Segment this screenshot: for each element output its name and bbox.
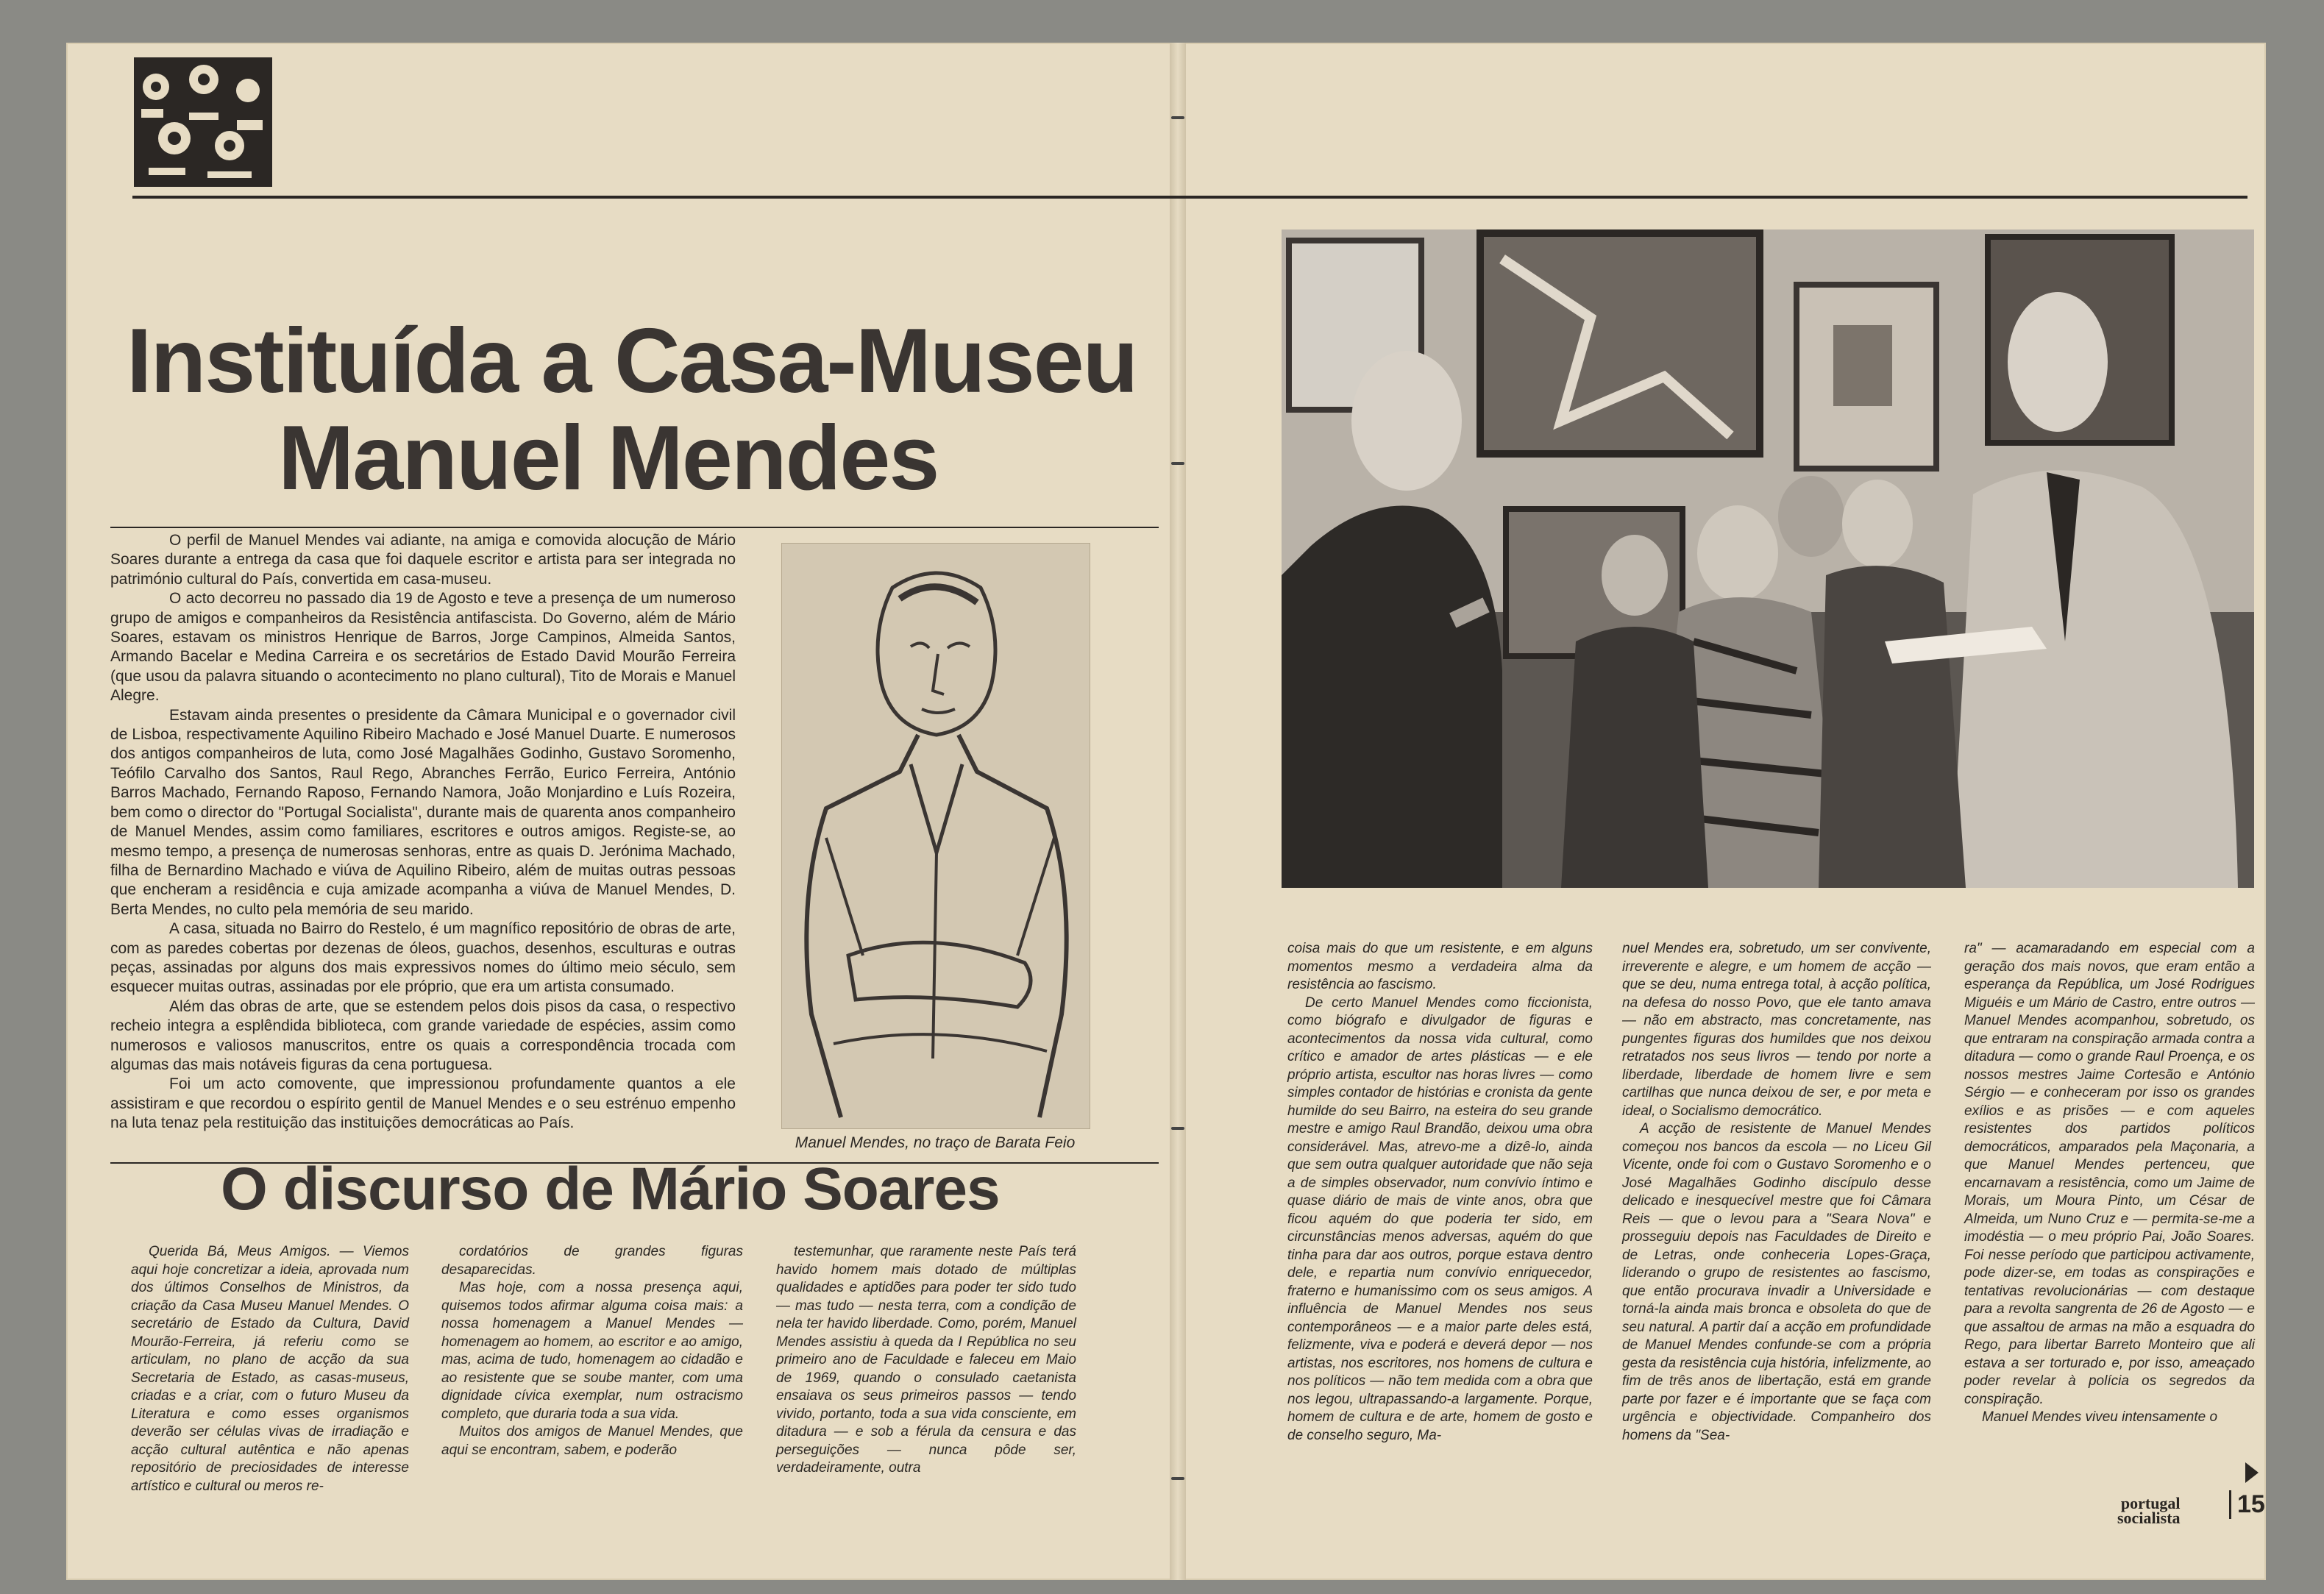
speech-paragraph: Manuel Mendes viveu intensamente o	[1982, 1409, 2218, 1425]
header-rule	[132, 196, 2247, 199]
article-column-4	[1287, 940, 1593, 1445]
headline-rule	[110, 527, 1159, 528]
speech-paragraph: ra" — acamaradando em especial com a geração dos mais novos, que eram então a esperança da República, um José Rodrigues Miguéis e um Mário de Castro, entre outros — Manuel Mendes acompanhou, sobretudo, os que entraram na conspiração armada contra a ditadura — como o grande Raul Proença, e os nossos mestres Jaime Cortesão e António Sérgio — e conheceram por isso os grandes exílios e as prisões — e com aqueles resistentes dos partidos políticos democráticos, amparados pela Maçonaria, a que Manuel Mendes pertenceu, que encarnavam a resistência, como um Jaime de Morais, um Moura Pinto, um César de Almeida, um Nuno Cruz e — permita-se-me a imodéstia — o meu próprio Pai, João Soares. Foi nesse período que participou activamente, pode dizer-se, em todas as conspirações e tentativas revolucionárias — com destaque para a revolta sangrenta de 26 de Agosto — e que assaltou de armas na mão a esquadra do Rego, para libertar Barreto Monteiro que ali estava a ser torturado e, por isso, ameaçado poder revelar à polícia os segredos da conspiração.	[1964, 941, 2255, 1407]
speech-paragraph: Querida Bá, Meus Amigos. — Viemos aqui hoje concretizar a ideia, aprovada num dos últimos Conselhos de Ministros, da criação da Casa Museu Manuel Mendes. O secretário de Estado da Cultura, David Mourão-Ferreira, já referiu como se articulam, no plano de acção da sua Secretaria de Estado, as casas-museus, criadas e a criar, com o futuro Museu da Literatura e como esses organismos deverão ser células vivas de irradiação e acção cultural autêntica e não apenas repositório de preciosidades de interesse artístico e cultural ou meros re-	[131, 1244, 409, 1494]
intro-paragraph: Estavam ainda presentes o presidente da Câmara Municipal e o governador civil de Lisboa, respectivamente Aquilino Ribeiro Machado e José Manuel Duarte. E numerosos dos antigos companheiros de luta, como José Magalhães Godinho, Gustavo Soromenho, Teófilo Carvalho dos Santos, Raul Rego, Abranches Ferrão, Eurico Ferreira, António Barros Machado, Fernando Raposo, Fernando Namora, João Monjardino e Luís Rozeira, bem como o director do "Portugal Socialista", durante mais de quarenta anos companheiro de Manuel Mendes, assim como familiares, escritores e outros amigos. Registe-se, ao mesmo tempo, a presença de numerosas senhoras, entre as quais D. Jerónima Machado, filha de Bernardino Machado e viúva de Aquilino Ribeiro, além de muitas outras pessoas que encheram a residência e cuja amizade acompanha a viúva de Manuel Mendes, D. Berta Mendes, no culto pela memória de seu marido.	[110, 706, 736, 918]
ceremony-photo	[1282, 230, 2254, 888]
intro-paragraph: O perfil de Manuel Mendes vai adiante, na amiga e comovida alocução de Mário Soares durante a entrega da casa que foi daquele escritor e artista para ser integrada no património cultural do País, convertida em casa-museu.	[110, 532, 736, 588]
speech-paragraph: De certo Manuel Mendes como ficcionista, como biógrafo e divulgador de figuras e acontecimentos da nossa vida cultural, como crítico e amador de artes plásticas — e ele próprio artista, escultor nas horas livres — como simples contador de histórias e cronista da gente humilde do seu Bairro, na esteira do seu grande mestre e amigo Raul Brandão, deixou uma obra considerável. Mas, atrevo-me a dizê-lo, ainda que sem outra qualquer autoridade que não seja a de simples observador, num convívio íntimo e quase diário de mais de vinte anos, obra que ficou aquém do que poderia ter sido, em circunstâncias menos adversas, aquém do que tinha para dar aos outros, porque estava dentro dele, e repartia num convívio enriquecedor, fraterno e humanissimo com os seus amigos. A influência de Manuel Mendes nos seus contemporâneos — e a maior parte deles está, felizmente, viva e poderá e deverá depor — nos artistas, nos escritores, nos homens de cultura e nos políticos — não tem medida com a obra que nos legou, ultrapassando-a largamente. Porque, homem de cultura e de arte, homem de gosto e de conselho seguro, Ma-	[1287, 995, 1593, 1443]
continue-arrow-icon	[2245, 1462, 2259, 1483]
speech-paragraph: Muitos dos amigos de Manuel Mendes, que aqui se encontram, sabem, e poderão	[441, 1424, 743, 1458]
staple-mark	[1171, 462, 1184, 465]
speech-paragraph: A acção de resistente de Manuel Mendes começou nos bancos da escola — no Liceu Gil Vicente, onde foi com o Gustavo Soromenho e o José Magalhães Godinho discípulo desse delicado e inesquecível mestre que foi Câmara Reis — que o levou para a "Seara Nova" e prosseguiu depois nas Faculdades de Direito e de Letras, onde conheceria Lopes-Graça, liderando o grupo de resistentes ao fascismo, que então procurava invadir a Universidade e torná-la ainda mais bronca e obsoleta do que de seu natural. A partir daí a acção em profundidade de Manuel Mendes confunde-se com a própria gesta da resistência cuja história, infelizmente, ao fim de três anos de libertação, está em grande parte por fazer e é importante que se faça com urgência e objectividade. Companheiro dos homens da "Sea-	[1622, 1121, 1931, 1443]
intro-paragraph: A casa, situada no Bairro do Restelo, é um magnífico repositório de obras de arte, com as paredes cobertas por dezenas de óleos, guachos, desenhos, esculturas e outras peças, assinadas por alguns dos mais expressivos nomes do último meio século, sem esquecer muitas outras, assinadas por ele próprio, que era um artista consumado.	[110, 920, 736, 996]
article-column-6	[1964, 940, 2255, 1427]
staple-mark	[1171, 1127, 1184, 1130]
footer-brand-line-2: socialista	[2117, 1509, 2181, 1527]
speech-paragraph: coisa mais do que um resistente, e em alguns momentos mesmo a verdadeira alma da resistência ao fascismo.	[1287, 941, 1593, 992]
article-column-5	[1622, 940, 1931, 1445]
speech-paragraph: testemunhar, que raramente neste País terá havido homem mais dotado de múltiplas qualidades e aptidões para poder ter sido tudo — mas tudo — nesta terra, com a condição de nela ter havido liberdade. Como, porém, Manuel Mendes assistiu à queda da I República no seu primeiro ano de Faculdade e faleceu em Maio de 1969, quando o consulado caetanista ensaiava os seus primeiros passos — tendo vivido, portanto, toda a sua vida consciente, em ditadura — e sob a férula da censura e das perseguições — nunca pôde ser, verdadeiramente, outra	[776, 1244, 1076, 1476]
intro-paragraph: Foi um acto comovente, que impressionou profundamente quantos a ele assistiram e que recordou o espírito gentil de Manuel Mendes e o seu estrénuo empenho na luta tenaz pela restituição das instituições democráticas ao País.	[110, 1075, 736, 1132]
intro-paragraph: O acto decorreu no passado dia 19 de Agosto e teve a presença de um numeroso grupo de amigos e companheiros da Resistência antifascista. Do Governo, além de Mário Soares, estavam os ministros Henrique de Barros, Jorge Campinos, Almeida Santos, Armando Bacelar e Medina Carreira e os secretários de Estado David Mourão Ferreira (que usou da palavra situando o acontecimento no plano cultural), Tito de Morais e Manuel Alegre.	[110, 590, 736, 705]
speech-paragraph: nuel Mendes era, sobretudo, um ser convivente, irreverente e alegre, e um homem de acção — que se deu, numa entrega total, à acção política, na defesa do nosso Povo, que ele tanto amava — não em abstracto, mas concretamente, nas pungentes figuras dos humildes que nos deixou retratados nos seus livros — tendo por norte a liberdade, liberdade de homem livre e sem cartilhas que nunca deixou de ser, e por meta e ideal, o Socialismo democrático.	[1622, 941, 1931, 1119]
speech-column-1	[131, 1243, 409, 1495]
staple-mark	[1171, 116, 1184, 119]
speech-paragraph: cordatórios de grandes figuras desaparecidas.	[441, 1244, 743, 1278]
headline-line-1: Instituída a Casa-Museu	[127, 310, 1137, 412]
intro-paragraph: Além das obras de arte, que se estendem pelos dois pisos da casa, o respectivo recheio integra a esplêndida biblioteca, com grande variedade de espécies, assim como numerosos e valiosos manuscritos, entre os quais a correspondência trocada com algumas das mais notáveis figuras da cena portuguesa.	[110, 997, 736, 1073]
page-number: 15	[2229, 1490, 2265, 1519]
speech-subheading: O discurso de Mário Soares	[221, 1156, 1000, 1223]
speech-paragraph: Mas hoje, com a nossa presença aqui, quisemos todos afirmar alguma coisa mais: a nossa homenagem a Manuel Mendes — homenagem ao homem, ao escritor e ao amigo, mas, acima de tudo, homenagem ao cidadão e ao resistente que se soube manter, com uma dignidade cívica exemplar, num ostracismo completo, que duraria toda a sua vida.	[441, 1280, 743, 1422]
portrait-caption: Manuel Mendes, no traço de Barata Feio	[795, 1134, 1076, 1151]
intro-article	[110, 531, 736, 1134]
staple-mark	[1171, 1477, 1184, 1480]
portrait-drawing	[781, 543, 1090, 1129]
headline-line-2: Manuel Mendes	[278, 408, 939, 509]
section-logo	[134, 57, 272, 187]
speech-column-2	[441, 1243, 743, 1459]
binding-spine	[1170, 43, 1186, 1580]
footer-brand-line-1: portugal	[2120, 1494, 2181, 1512]
speech-column-3	[776, 1243, 1076, 1478]
publication-footer	[2117, 1496, 2181, 1526]
